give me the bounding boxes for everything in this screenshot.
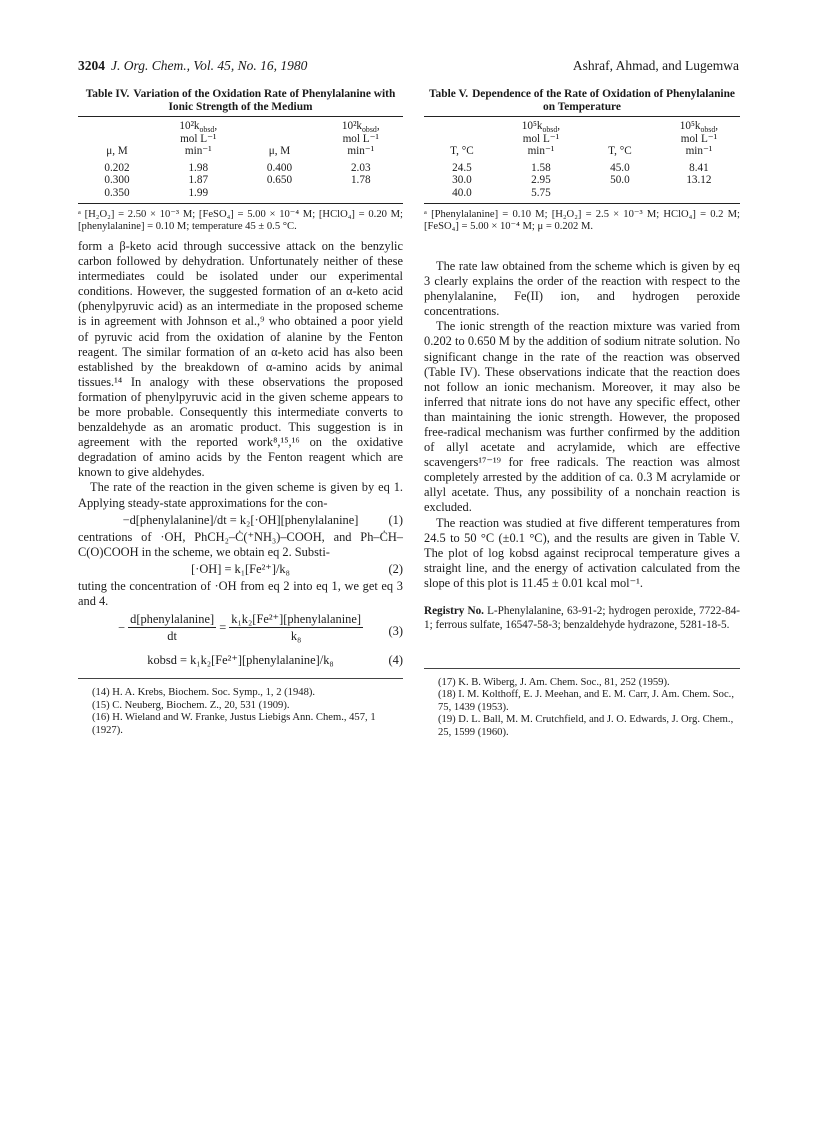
table-iv-title: Variation of the Oxidation Rate of Phenylalanine with Ionic Strength of the Medium bbox=[133, 88, 396, 113]
table-v-head-k-1: $10^5k_{obsd}$, mol L⁻¹ min⁻¹ bbox=[500, 117, 582, 159]
table-cell: 0.650 bbox=[266, 174, 293, 187]
fraction-lhs: $\frac{\text{d[phenylalanine]}}{dt}$ bbox=[130, 612, 215, 644]
table-cell: 50.0 bbox=[610, 174, 630, 187]
table-cell: 30.0 bbox=[452, 174, 472, 187]
running-header bbox=[78, 58, 739, 78]
table-cell bbox=[319, 187, 404, 203]
table-iv-head-k-2: $10^2k_{obsd}$, mol L⁻¹ min⁻¹ bbox=[319, 117, 404, 159]
table-row bbox=[424, 159, 740, 175]
table-iv-caption bbox=[78, 88, 403, 114]
table-cell: 45.0 bbox=[610, 161, 630, 174]
table-v-head-k-2: $10^5k_{obsd}$, mol L⁻¹ min⁻¹ bbox=[658, 117, 740, 159]
equation-1 bbox=[78, 513, 403, 528]
paragraph: tuting the concentration of ·OH from eq 2 into eq 1, we get eq 3 and 4. bbox=[78, 579, 403, 609]
table-v-head-t-1: T, °C bbox=[424, 117, 500, 159]
table-cell: 1.58 bbox=[531, 161, 551, 174]
reference: (19) D. L. Ball, M. M. Crutchfield, and J. O. Edwards, J. Org. Chem., 25, 1599 (1960). bbox=[438, 714, 734, 738]
equation-number: (4) bbox=[388, 653, 403, 668]
table-cell: 0.202 bbox=[104, 161, 130, 174]
equation-body: kobsd = k₁k₂[Fe²⁺][phenylalanine]/k₈ bbox=[147, 653, 334, 668]
table-cell: 2.03 bbox=[350, 161, 371, 174]
table-cell: 0.400 bbox=[266, 161, 293, 174]
table-iv-head-k-1: $10^2k_{obsd}$, mol L⁻¹ min⁻¹ bbox=[156, 117, 241, 159]
table-cell: 0.350 bbox=[78, 187, 156, 203]
table-cell bbox=[241, 187, 319, 203]
registry-text: L-Phenylalanine, 63-91-2; hydrogen peroxide, 7722-84-1; ferrous sulfate, 16547-58-3; benzaldehyde hydrazone, 5281-18-5. bbox=[424, 605, 741, 631]
table-iv-head-mu-1: μ, M bbox=[78, 117, 156, 159]
paragraph: centrations of ·OH, PhCH₂–Ċ(⁺NH₃)–COOH, and Ph–ĊH–C(O)COOH in the scheme, we obtain eq 2. Substi- bbox=[78, 529, 403, 559]
table-row bbox=[78, 174, 403, 187]
equation-3: − $\frac{\text{d[phenylalanine]}}{dt}$ = $\frac{\text{k₁k₂[Fe²⁺][phenylalanine]}}{\text{k₈}}$ (3) bbox=[118, 612, 403, 644]
references-left bbox=[78, 687, 403, 737]
table-v bbox=[424, 116, 740, 204]
table-cell: 0.300 bbox=[104, 174, 130, 187]
equation-number: (3) bbox=[388, 624, 403, 639]
table-iv-label: Table IV. bbox=[85, 88, 130, 100]
paragraph: form a β-keto acid through successive attack on the benzylic carbon followed by dehydration. Unfortunately neither of these intermediates could be isolated under our experimental conditions. However, the suggested formation of an α-keto acid (phenylpyruvic acid) as an intermediate in the proposed scheme is in agreement with Johnson et al.,⁹ who obtained a poor yield of pyruvic acid from the oxidation of alanine by the Fenton reagent. The similar formation of an α-keto acid has also been established by the breakdown of α-amino acids by animal tissues.¹⁴ In analogy with these observations the proposed formation of phenylpyruvic acid in the given scheme appears to be more probable. Consequently this intermediate converts to benzaldehyde as an aromatic product. This suggestion is in agreement with the reported work⁸,¹⁵,¹⁶ on the oxidative degradation of amino acids by the Fenton reagent which are known to give aldehydes. bbox=[78, 238, 403, 480]
equation-body: −d[phenylalanine]/dt = k₂[·OH][phenylalanine] bbox=[122, 512, 359, 527]
table-v-title: Dependence of the Rate of Oxidation of Phenylalanine on Temperature bbox=[472, 88, 735, 113]
right-column bbox=[424, 88, 740, 739]
paragraph: The rate law obtained from the scheme which is given by eq 3 clearly explains the order of the reaction with respect to the phenylalanine, Fe(II) ion, and hydrogen peroxide concentrations. bbox=[424, 258, 740, 319]
equation-number: (2) bbox=[388, 561, 403, 576]
reference: (18) I. M. Kolthoff, E. J. Meehan, and E. M. Carr, J. Am. Chem. Soc., 75, 1439 (1953). bbox=[438, 689, 734, 713]
table-cell: 1.87 bbox=[188, 174, 209, 187]
table-iv-head-mu-2: μ, M bbox=[241, 117, 319, 159]
paragraph: The rate of the reaction in the given scheme is given by eq 1. Applying steady-state approximations for the con- bbox=[78, 480, 403, 510]
registry-label: Registry No. bbox=[424, 605, 484, 618]
footnote-divider bbox=[424, 668, 740, 669]
table-row bbox=[424, 174, 740, 187]
references-right bbox=[424, 677, 740, 739]
table-cell bbox=[658, 187, 740, 203]
header-authors: Ashraf, Ahmad, and Lugemwa bbox=[572, 58, 739, 73]
table-cell: 13.12 bbox=[686, 174, 712, 187]
header-left bbox=[78, 58, 307, 74]
table-v-caption bbox=[424, 88, 740, 114]
table-v-head-t-2: T, °C bbox=[582, 117, 658, 159]
reference: (17) K. B. Wiberg, J. Am. Chem. Soc., 81, 252 (1959). bbox=[438, 677, 670, 689]
equation-number: (1) bbox=[388, 512, 403, 527]
table-iv bbox=[78, 116, 403, 204]
journal-citation: J. Org. Chem., Vol. 45, No. 16, 1980 bbox=[111, 58, 308, 73]
left-column bbox=[78, 88, 403, 737]
paragraph: The ionic strength of the reaction mixture was varied from 0.202 to 0.650 M by the addition of sodium nitrate solution. No significant change in the rate of the reaction was observed (Table IV). These observations indicate that the reaction does not follow an ionic mechanism. Moreover, it may also be inferred that nitrate ions do not have any specific effect, other than maintaining the ionic strength. However, the proposed free-radical mechanism was further confirmed by the addition of allyl acetate and acrylamide, which are effective scavengers¹⁷⁻¹⁹ for free radicals. The reaction was almost completely arrested by the addition of ca. 0.3 M acrylamide or allyl acetate. Thus, any possibility of a nonchain reaction is excluded. bbox=[424, 319, 740, 515]
equation-4 bbox=[78, 653, 403, 668]
table-row bbox=[424, 187, 740, 203]
table-cell: 8.41 bbox=[689, 161, 709, 174]
table-cell: 2.95 bbox=[531, 174, 551, 187]
table-v-label: Table V. bbox=[429, 88, 469, 100]
reference: (14) H. A. Krebs, Biochem. Soc. Symp., 1, 2 (1948). bbox=[92, 687, 316, 699]
reference: (16) H. Wieland and W. Franke, Justus Liebigs Ann. Chem., 457, 1 (1927). bbox=[92, 712, 376, 736]
table-row bbox=[78, 187, 403, 203]
table-cell: 1.98 bbox=[188, 161, 209, 174]
footnote-divider bbox=[78, 678, 403, 679]
equation-body: [·OH] = k₁[Fe²⁺]/k₈ bbox=[191, 561, 290, 576]
table-cell: 1.78 bbox=[350, 174, 371, 187]
equation-2 bbox=[78, 562, 403, 577]
table-cell: 5.75 bbox=[500, 187, 582, 203]
reference: (15) C. Neuberg, Biochem. Z., 20, 531 (1909). bbox=[92, 699, 290, 711]
table-cell bbox=[582, 187, 658, 203]
table-cell: 1.99 bbox=[156, 187, 241, 203]
registry-numbers bbox=[424, 605, 740, 632]
table-iv-footnote: ᵃ [H₂O₂] = 2.50 × 10⁻³ M; [FeSO₄] = 5.00 × 10⁻⁴ M; [HClO₄] = 0.20 M; [phenylalanine] = 0.10 M; temperature 45 ± 0.5 °C. bbox=[78, 208, 403, 232]
table-v-footnote: ᵃ [Phenylalanine] = 0.10 M; [H₂O₂] = 2.5 × 10⁻³ M; HClO₄] = 0.2 M; [FeSO₄] = 5.00 × 10⁻⁴ M; μ = 0.202 M. bbox=[424, 208, 740, 232]
table-cell: 40.0 bbox=[424, 187, 500, 203]
table-row bbox=[78, 159, 403, 175]
table-cell: 24.5 bbox=[452, 161, 472, 174]
page-number: 3204 bbox=[78, 58, 105, 73]
fraction-rhs: $\frac{\text{k₁k₂[Fe²⁺][phenylalanine]}}{\text{k₈}}$ bbox=[231, 612, 361, 644]
paragraph: The reaction was studied at five different temperatures from 24.5 to 50 °C (±0.1 °C), and the results are given in Table V. The plot of log kobsd against reciprocal temperature gives a straight line, and the energy of activation calculated from the slope of this plot is 11.45 ± 0.01 kcal mol⁻¹. bbox=[424, 515, 740, 590]
